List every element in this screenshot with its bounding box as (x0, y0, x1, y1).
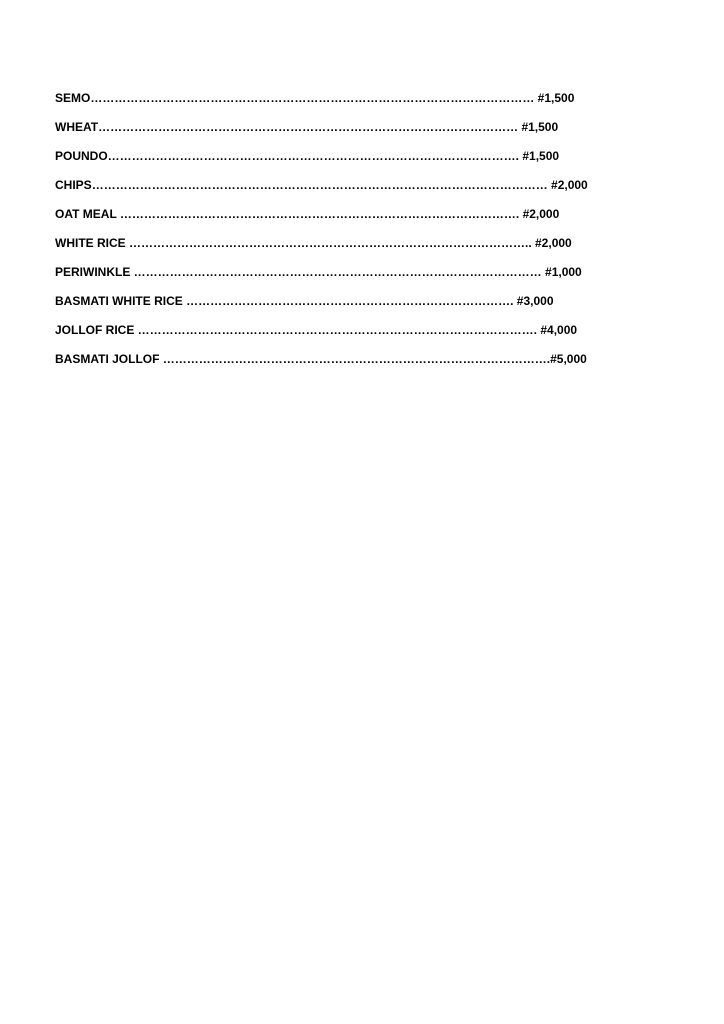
dot-leader: ………………………………………………………………………………………… (130, 265, 542, 279)
list-item (55, 233, 615, 262)
list-item (55, 320, 615, 349)
item-price: #1,000 (541, 265, 582, 279)
item-price: #3,000 (513, 294, 554, 308)
item-name: SEMO (55, 91, 91, 105)
item-name: WHITE RICE (55, 236, 126, 250)
list-item (55, 117, 615, 146)
item-name: JOLLOF RICE (55, 323, 135, 337)
item-price: #1,500 (534, 91, 575, 105)
item-name: POUNDO (55, 149, 108, 163)
item-price: #2,000 (519, 207, 560, 221)
list-item (55, 262, 615, 291)
list-item (55, 146, 615, 175)
dot-leader: ………………………………………………………………………………………………… (90, 91, 535, 105)
list-item (55, 88, 615, 117)
dot-leader: ………………………………………………………………………………………. (125, 236, 529, 250)
dot-leader: ………………………………………………………………………………………. (116, 207, 520, 221)
item-price: #1,500 (519, 149, 560, 163)
list-item (55, 291, 615, 320)
item-name: BASMATI JOLLOF (55, 352, 160, 366)
list-item (55, 175, 615, 204)
item-price: #1,500 (518, 120, 559, 134)
list-item (55, 349, 615, 378)
list-item (55, 204, 615, 233)
dot-leader: …………………………………………………………………………………………… (98, 120, 519, 134)
item-name: BASMATI WHITE RICE (55, 294, 183, 308)
dot-leader: ………………………………………………………………………………………. (134, 323, 538, 337)
item-price: . #2,000 (528, 236, 572, 250)
item-price: #4,000 (537, 323, 578, 337)
item-name: PERIWINKLE (55, 265, 131, 279)
dot-leader: …………………………………………………………………………………………………… (91, 178, 548, 192)
item-price: .#5,000 (546, 352, 587, 366)
dot-leader: …………………………………………………………………………………… (159, 352, 547, 366)
dot-leader: …………………………………………………………………………………………. (107, 149, 520, 163)
item-name: CHIPS (55, 178, 92, 192)
dot-leader: ………………………………………………………………………. (182, 294, 514, 308)
item-name: WHEAT (55, 120, 99, 134)
price-list (55, 88, 615, 378)
item-name: OAT MEAL (55, 207, 117, 221)
item-price: #2,000 (547, 178, 588, 192)
